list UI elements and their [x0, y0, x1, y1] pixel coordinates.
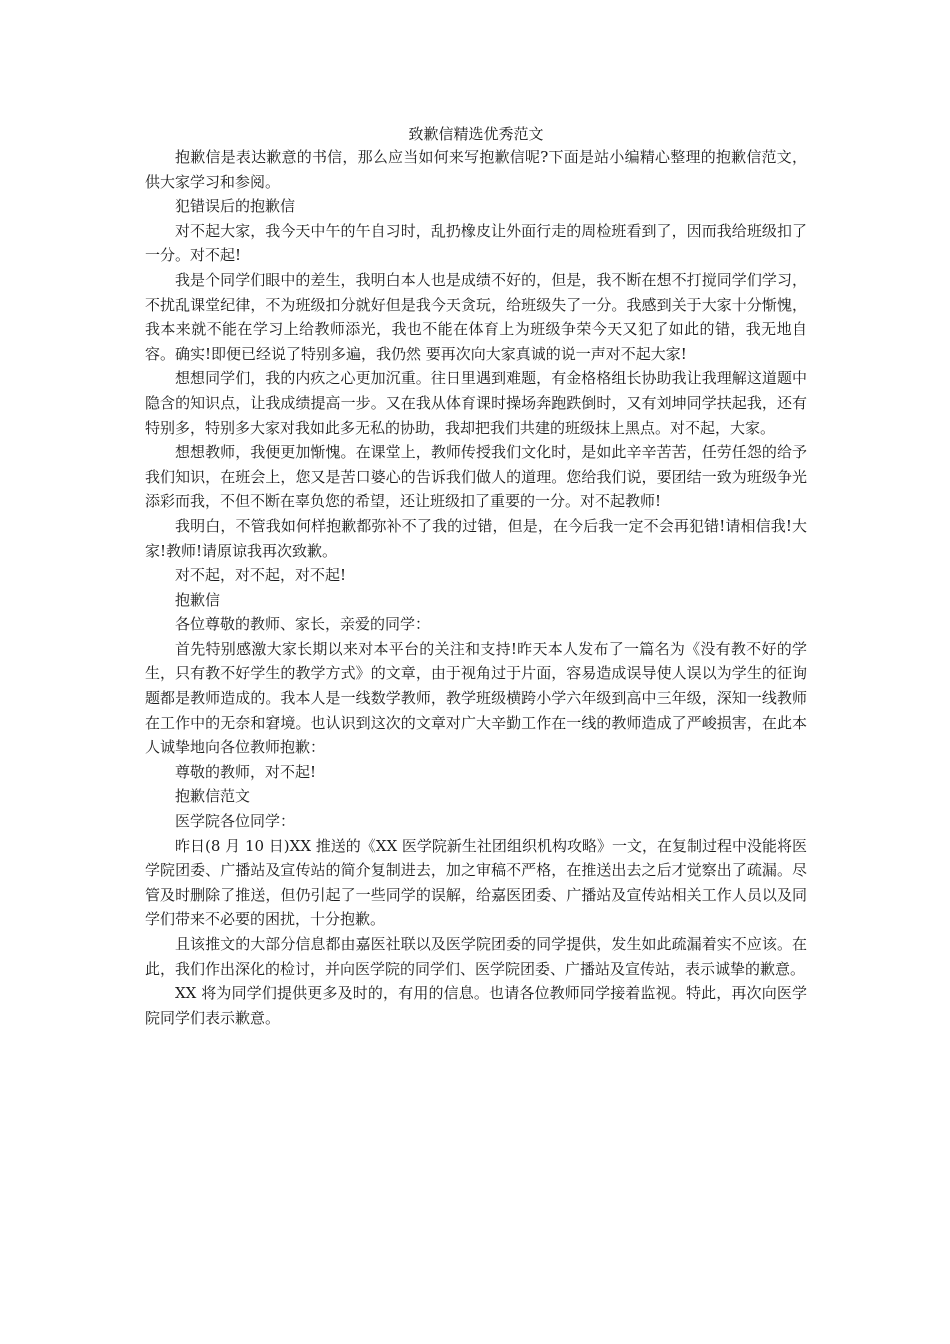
section-heading: 医学院各位同学：: [175, 812, 296, 831]
section-heading: 各位尊敬的教师、家长，亲爱的同学：: [175, 615, 431, 634]
section-heading: 抱歉信范文: [175, 787, 251, 806]
document-title: 致歉信精选优秀范文: [408, 125, 544, 143]
body-paragraph: 想想教师，我便更加惭愧。在课堂上，教师传授我们文化时，是如此辛辛苦苦，任劳任怨的给予我们知识，在班会上，您又是苦口婆心的告诉我们做人的道理。您给我们说，要团结一致为班级争光添彩而我，不但不断在辜负您的希望，还让班级扣了重要的一分。对不起教师!: [145, 443, 807, 511]
section-heading: 对不起，对不起，对不起!: [175, 566, 347, 585]
body-paragraph: 且该推文的大部分信息都由嘉医社联以及医学院团委的同学提供，发生如此疏漏着实不应该。在此，我们作出深化的检讨，并向医学院的同学们、医学院团委、广播站及宣传站，表示诚挚的歉意。: [145, 935, 807, 978]
document-body: [145, 145, 807, 1030]
section-heading: 犯错误后的抱歉信: [175, 197, 296, 216]
body-paragraph: 抱歉信是表达歉意的书信，那么应当如何来写抱歉信呢?下面是站小编精心整理的抱歉信范文，供大家学习和参阅。: [145, 148, 807, 191]
section-heading: 尊敬的教师，对不起!: [175, 762, 317, 781]
document-page: [145, 124, 807, 1030]
body-paragraph: 我是个同学们眼中的差生，我明白本人也是成绩不好的，但是，我不断在想不打搅同学们学习，不扰乱课堂纪律，不为班级扣分就好但是我今天贪玩，给班级失了一分。我感到关于大家十分惭愧，我本来就不能在学习上给教师添光，我也不能在体育上为班级争荣今天又犯了如此的错，我无地自容。确实!即便已经说了特别多遍，我仍然 要再次向大家真诚的说一声对不起大家!: [145, 270, 807, 363]
body-paragraph: 首先特别感激大家长期以来对本平台的关注和支持!昨天本人发布了一篇名为《没有教不好的学生，只有教不好学生的教学方式》的文章，由于视角过于片面，容易造成误导使人误以为学生的征询题都是教师造成的。我本人是一线数学教师，教学班级横跨小学六年级到高中三年级，深知一线教师在工作中的无奈和窘境。也认识到这次的文章对广大辛勤工作在一线的教师造成了严峻损害，在此本人诚挚地向各位教师抱歉：: [145, 639, 807, 757]
body-paragraph: 想想同学们，我的内疚之心更加沉重。往日里遇到难题，有金格格组长协助我让我理解这道题中隐含的知识点，让我成绩提高一步。又在我从体育课时操场奔跑跌倒时，又有刘坤同学扶起我，还有特别多，特别多大家对我如此多无私的协助，我却把我们共建的班级抹上黑点。对不起，大家。: [145, 369, 807, 437]
body-paragraph: 昨日(8 月 10 日)XX 推送的《XX 医学院新生社团组织机构攻略》一文，在复制过程中没能将医学院团委、广播站及宣传站的简介复制进去，加之审稿不严格，在推送出去之后才觉察出了疏漏。尽管及时删除了推送，但仍引起了一些同学的误解，给嘉医团委、广播站及宣传站相关工作人员以及同学们带来不必要的困扰，十分抱歉。: [145, 836, 807, 929]
body-paragraph: XX 将为同学们提供更多及时的，有用的信息。也请各位教师同学接着监视。特此，再次向医学院同学们表示歉意。: [145, 984, 807, 1027]
body-paragraph: 我明白，不管我如何样抱歉都弥补不了我的过错，但是，在今后我一定不会再犯错!请相信我!大家!教师!请原谅我再次致歉。: [145, 516, 807, 560]
body-paragraph: 对不起大家，我今天中午的午自习时，乱扔橡皮让外面行走的周检班看到了，因而我给班级扣了一分。对不起!: [145, 221, 807, 265]
section-heading: 抱歉信: [175, 590, 221, 609]
